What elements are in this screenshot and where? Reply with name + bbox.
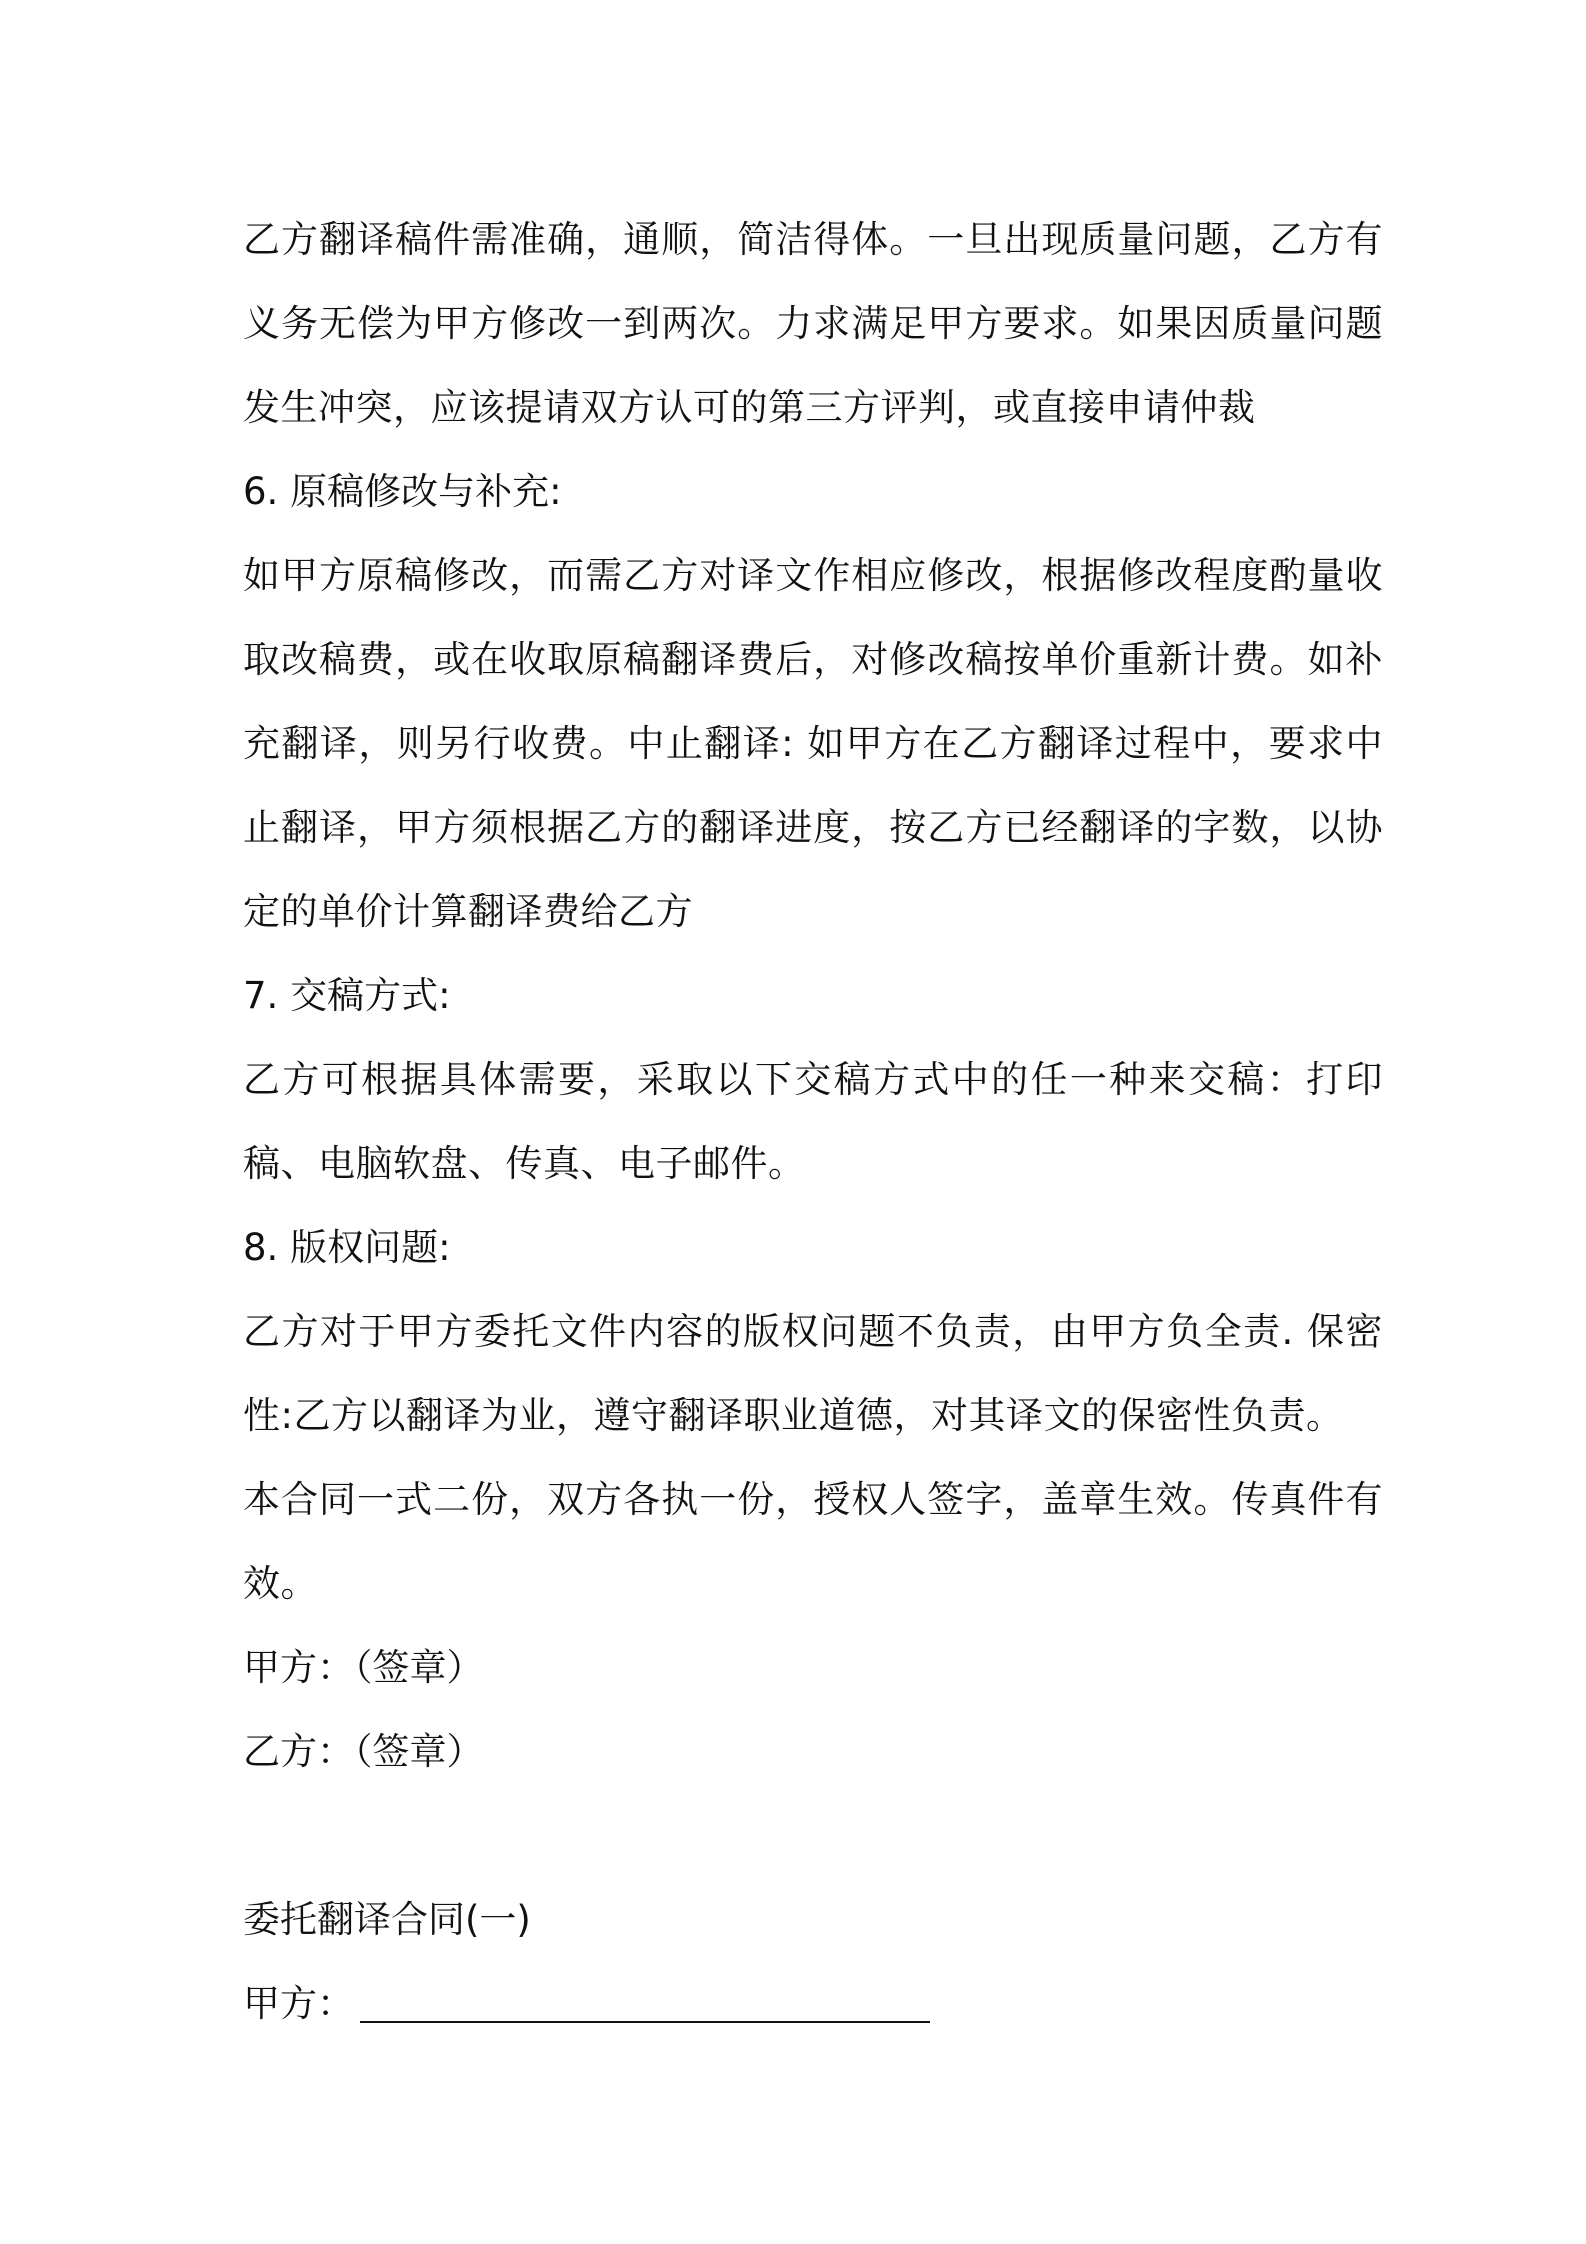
copyright-paragraph: 乙方对于甲方委托文件内容的版权问题不负责，由甲方负全责. 保密性:乙方以翻译为业，遵守翻译职业道德，对其译文的保密性负责。 [243, 1310, 1383, 1437]
copies-paragraph: 本合同一式二份，双方各执一份，授权人签字，盖章生效。传真件有效。 [243, 1478, 1383, 1605]
blank-gap [243, 1794, 1383, 1878]
party-b-signature: 乙方：（签章） [243, 1730, 484, 1773]
party-a-label: 甲方： [243, 1982, 354, 2025]
document-page [243, 198, 1383, 2046]
contract-title: 委托翻译合同(一) [243, 1898, 531, 1941]
party-a-blank-line [360, 2020, 930, 2023]
section-8-heading: 8. 版权问题: [243, 1226, 451, 1269]
quality-paragraph: 乙方翻译稿件需准确，通顺，简洁得体。一旦出现质量问题，乙方有义务无偿为甲方修改一到两次。力求满足甲方要求。如果因质量问题发生冲突，应该提请双方认可的第三方评判，或直接申请仲裁 [243, 218, 1383, 429]
section-6-heading: 6. 原稿修改与补充: [243, 470, 562, 513]
party-a-field [243, 1962, 1383, 2046]
revision-paragraph: 如甲方原稿修改，而需乙方对译文作相应修改，根据修改程度酌量收取改稿费，或在收取原稿翻译费后，对修改稿按单价重新计费。如补充翻译，则另行收费。中止翻译: 如甲方在乙方翻译过程中，要求中止翻译，甲方须根据乙方的翻译进度，按乙方已经翻译的字数，以协定的单价计算翻译费给乙方 [243, 554, 1383, 933]
section-7-heading: 7. 交稿方式: [243, 974, 451, 1017]
delivery-paragraph: 乙方可根据具体需要，采取以下交稿方式中的任一种来交稿：打印稿、电脑软盘、传真、电子邮件。 [243, 1058, 1383, 1185]
party-a-signature: 甲方：（签章） [243, 1646, 484, 1689]
